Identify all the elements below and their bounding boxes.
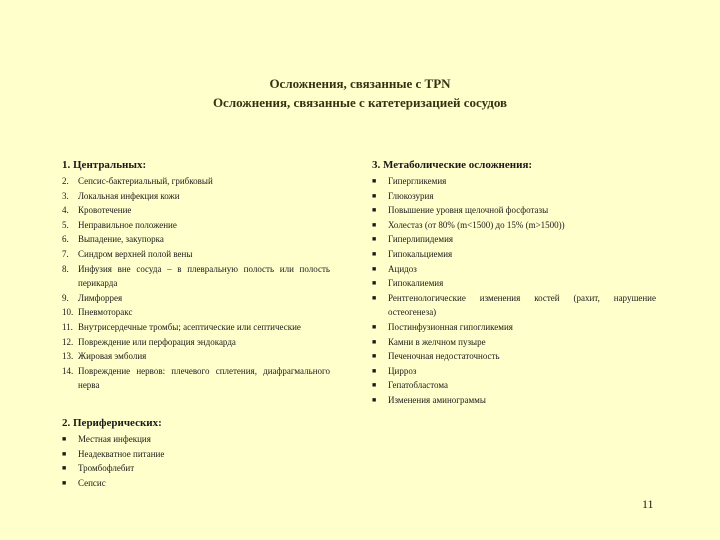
peripheral-complications	[62, 416, 330, 490]
list-item	[372, 174, 656, 189]
bullet-icon: ■	[372, 249, 377, 258]
page-number: 11	[642, 497, 654, 511]
item-text: Гиперлипидемия	[388, 234, 454, 245]
item-text: Повреждение или перфорация эндокарда	[78, 336, 236, 347]
list-item	[62, 476, 330, 491]
item-text: Жировая эмболия	[78, 351, 147, 362]
slide-subtitle: Осложнения, связанные с катетеризацией сосудов	[212, 95, 508, 110]
list-item	[372, 393, 656, 408]
list-item	[372, 232, 656, 247]
list-item	[372, 247, 656, 262]
list-item	[372, 364, 656, 379]
list-item	[62, 232, 330, 247]
list-item	[62, 364, 330, 393]
item-text: Цирроз	[388, 365, 417, 376]
list-item	[62, 174, 330, 189]
metabolic-complications	[372, 158, 656, 408]
item-text: Сепсис	[78, 477, 106, 488]
item-text: Выпадение, закупорка	[78, 234, 164, 245]
bullet-icon: ■	[372, 337, 377, 346]
item-number: 14.	[62, 365, 74, 376]
item-number: 4.	[62, 205, 69, 216]
list-item	[62, 432, 330, 447]
item-text: Холестаз (от 80% (m<1500) до 15% (m>1500))	[388, 219, 565, 230]
metabolic-heading: 3. Метаболические осложнения:	[372, 159, 533, 171]
item-text: Повышение уровня щелочной фосфотазы	[388, 205, 549, 216]
bullet-icon: ■	[372, 177, 377, 185]
list-item	[62, 349, 330, 364]
item-text: Изменения аминограммы	[388, 394, 486, 405]
list-item	[372, 276, 656, 291]
bullet-icon: ■	[372, 293, 377, 302]
list-item	[62, 218, 330, 233]
item-number: 13.	[62, 351, 74, 362]
list-item	[372, 189, 656, 204]
item-text: Лимфоррея	[78, 292, 123, 303]
item-text: Инфузия вне сосуда – в плевральную полость или полость перикарда	[78, 263, 330, 289]
list-item	[62, 447, 330, 462]
bullet-icon: ■	[62, 478, 67, 487]
item-text: Ацидоз	[388, 263, 417, 274]
bullet-icon: ■	[62, 449, 67, 458]
item-text: Повреждение нервов: плечевого сплетения, диафрагмального нерва	[78, 365, 330, 391]
bullet-icon: ■	[372, 322, 377, 331]
list-item	[62, 203, 330, 218]
central-list	[62, 174, 330, 393]
peripheral-list	[62, 432, 330, 490]
list-item	[62, 320, 330, 335]
item-text: Гипокальциемия	[388, 248, 453, 259]
item-text: Гипергликемия	[388, 176, 447, 186]
item-text: Печеночная недостаточность	[388, 351, 500, 362]
item-number: 2.	[62, 176, 69, 186]
list-item	[62, 305, 330, 320]
item-number: 9.	[62, 292, 69, 303]
item-text: Гипокалиемия	[388, 278, 444, 289]
bullet-icon: ■	[62, 435, 67, 443]
list-item	[372, 378, 656, 393]
metabolic-list	[372, 174, 656, 408]
peripheral-heading: 2. Периферических:	[62, 417, 162, 429]
item-number: 11.	[62, 321, 73, 332]
bullet-icon: ■	[372, 220, 377, 229]
item-text: Камни в желчном пузыре	[388, 336, 486, 347]
item-number: 5.	[62, 219, 69, 230]
item-number: 8.	[62, 263, 69, 274]
list-item	[62, 335, 330, 350]
bullet-icon: ■	[372, 206, 377, 215]
item-text: Постинфузионная гипогликемия	[388, 321, 513, 332]
item-number: 3.	[62, 190, 69, 201]
bullet-icon: ■	[372, 381, 377, 390]
item-text: Кровотечение	[78, 205, 132, 216]
item-text: Пневмоторакс	[78, 307, 133, 318]
list-item	[372, 335, 656, 350]
list-item	[372, 262, 656, 277]
bullet-icon: ■	[372, 395, 377, 404]
item-text: Внутрисердечные тромбы; асептические или септические	[78, 321, 301, 332]
item-text: Локальная инфекция кожи	[78, 190, 180, 201]
list-item	[372, 291, 656, 320]
item-text: Местная инфекция	[78, 434, 151, 444]
bullet-icon: ■	[372, 366, 377, 375]
bullet-icon: ■	[62, 464, 67, 473]
list-item	[372, 203, 656, 218]
item-number: 7.	[62, 248, 69, 259]
list-item	[62, 291, 330, 306]
list-item	[62, 461, 330, 476]
bullet-icon: ■	[372, 191, 377, 200]
item-text: Сепсис-бактериальный, грибковый	[78, 176, 213, 186]
item-text: Неправильное положение	[78, 219, 177, 230]
bullet-icon: ■	[372, 235, 377, 244]
slide-title: Осложнения, связанные с TPN	[269, 76, 451, 91]
bullet-icon: ■	[372, 264, 377, 273]
item-text: Глюкозурия	[388, 190, 434, 201]
item-text: Рентгенологические изменения костей (рахит, нарушение остеогенеза)	[388, 292, 656, 318]
item-text: Неадекватное питание	[78, 448, 165, 459]
list-item	[372, 218, 656, 233]
central-complications	[62, 158, 330, 393]
list-item	[62, 247, 330, 262]
list-item	[62, 189, 330, 204]
bullet-icon: ■	[372, 352, 377, 361]
item-number: 10.	[62, 307, 74, 318]
item-text: Гепатобластома	[388, 380, 449, 391]
list-item	[62, 262, 330, 291]
item-number: 12.	[62, 336, 74, 347]
item-number: 6.	[62, 234, 69, 245]
list-item	[372, 349, 656, 364]
item-text: Тромбофлебит	[78, 463, 135, 474]
central-heading: 1. Центральных:	[62, 159, 147, 171]
bullet-icon: ■	[372, 279, 377, 288]
item-text: Синдром верхней полой вены	[78, 248, 193, 259]
list-item	[372, 320, 656, 335]
